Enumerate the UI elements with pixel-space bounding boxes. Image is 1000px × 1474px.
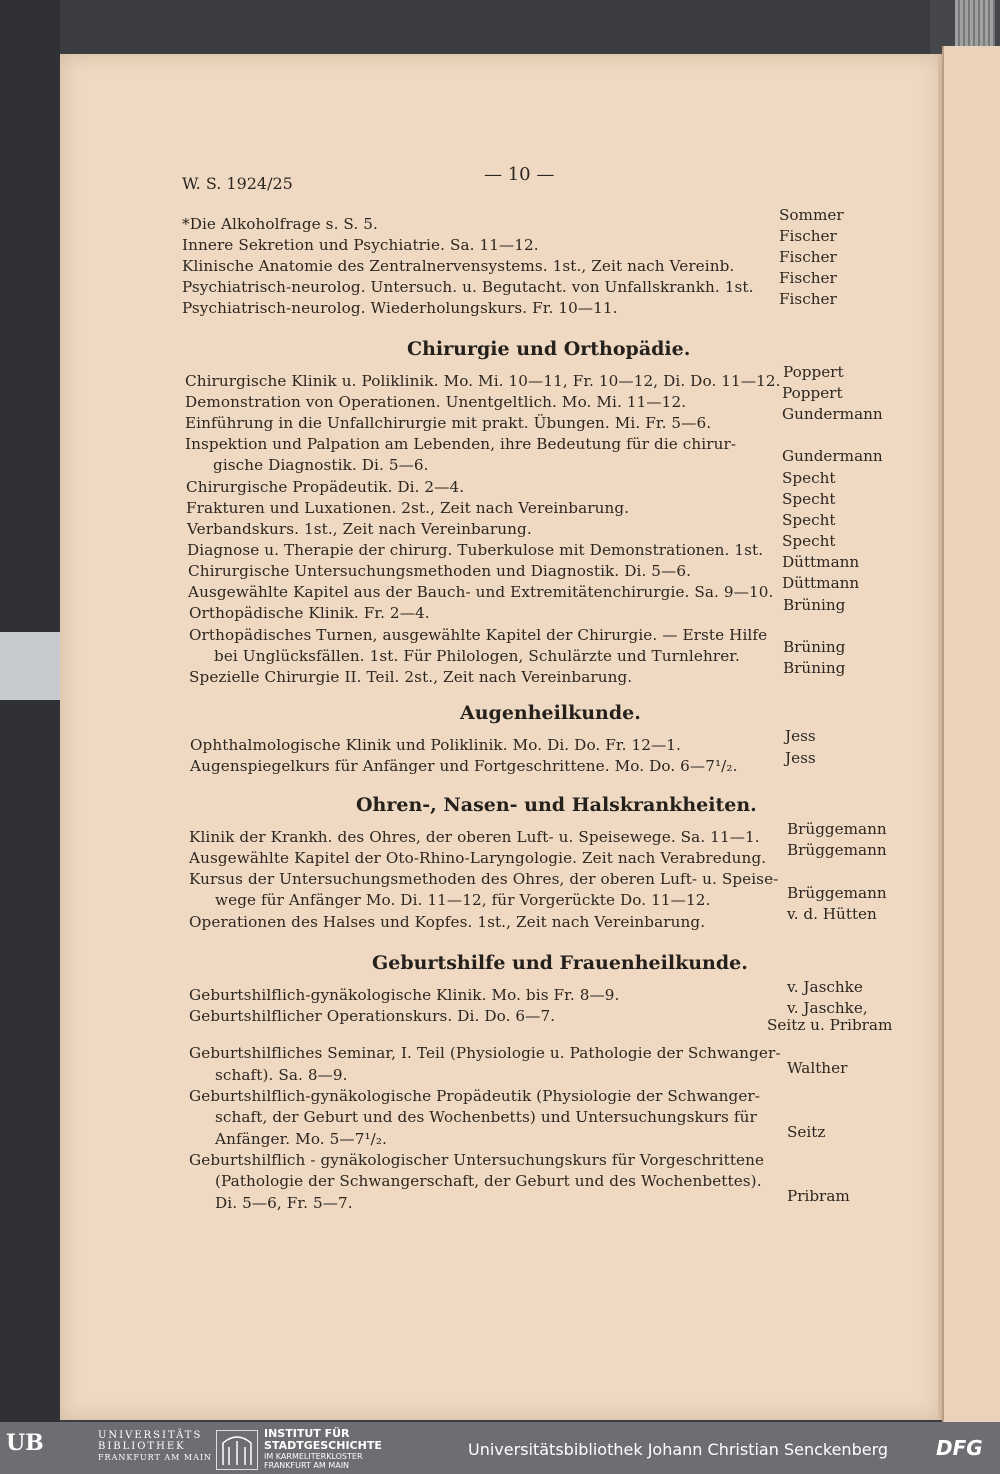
ub-line-3: FRANKFURT AM MAIN (98, 1453, 213, 1462)
ub-logo-text (98, 1430, 212, 1463)
course-line: Ausgewählte Kapitel aus der Bauch- und Extremitätenchirurgie. Sa. 9—10. (188, 583, 774, 601)
lecturer-name: Fischer (779, 227, 837, 245)
institute-icon (216, 1430, 258, 1470)
course-line: *Die Alkoholfrage s. S. 5. (182, 215, 378, 233)
scan-background (0, 0, 60, 1422)
course-line: Ausgewählte Kapitel der Oto-Rhino-Laryngologie. Zeit nach Verabredung. (189, 849, 767, 867)
course-line: Geburtshilflich - gynäkologischer Untersuchungskurs für Vorgeschrittene (189, 1151, 765, 1169)
course-line: Geburtshilflich-gynäkologische Propädeutik (Physiologie der Schwanger- (189, 1087, 760, 1105)
course-line: Klinik der Krankh. des Ohres, der oberen Luft- u. Speisewege. Sa. 11—1. (189, 828, 760, 846)
lecturer-name: Walther (787, 1059, 848, 1077)
institute-line-2: STADTGESCHICHTE (264, 1439, 382, 1452)
course-line: Kursus der Untersuchungsmethoden des Ohres, der oberen Luft- u. Speise- (189, 870, 779, 888)
library-name[interactable]: Universitätsbibliothek Johann Christian Senckenberg (468, 1440, 889, 1459)
semester-label: W. S. 1924/25 (182, 174, 293, 193)
course-line: Einführung in die Unfallchirurgie mit prakt. Übungen. Mi. Fr. 5—6. (185, 414, 712, 432)
section-title: Geburtshilfe und Frauenheilkunde. (372, 952, 748, 974)
course-line: Psychiatrisch-neurolog. Wiederholungskurs. Fr. 10—11. (182, 299, 618, 317)
lecturer-name: Düttmann (782, 574, 860, 592)
course-line: schaft). Sa. 8—9. (215, 1066, 348, 1084)
course-line: schaft, der Geburt und des Wochenbetts) und Untersuchungskurs für (215, 1108, 757, 1126)
lecturer-name: Jess (785, 749, 816, 767)
lecturer-name: Brüggemann (787, 820, 887, 838)
lecturer-name: Poppert (783, 363, 844, 381)
course-line: Klinische Anatomie des Zentralnervensystems. 1st., Zeit nach Vereinb. (182, 257, 735, 275)
course-line: Spezielle Chirurgie II. Teil. 2st., Zeit nach Vereinbarung. (189, 668, 633, 686)
lecturer-name: Brüggemann (787, 884, 887, 902)
institute-line-1: INSTITUT FÜR (264, 1427, 350, 1440)
lecturer-name: Brüning (783, 659, 846, 677)
scan-paper-edges (955, 0, 995, 52)
course-line: Ophthalmologische Klinik und Poliklinik. Mo. Di. Do. Fr. 12—1. (190, 736, 681, 754)
course-line: Psychiatrisch-neurolog. Untersuch. u. Begutacht. von Unfallskrankh. 1st. (182, 278, 754, 296)
lecturer-name: Brüning (783, 596, 846, 614)
document-page (60, 54, 942, 1420)
course-line: Verbandskurs. 1st., Zeit nach Vereinbarung. (187, 520, 532, 538)
course-line: Inspektion und Palpation am Lebenden, ihre Bedeutung für die chirur- (185, 435, 737, 453)
lecturer-name: Specht (782, 532, 836, 550)
lecturer-name: Gundermann (782, 447, 883, 465)
institute-line-4: FRANKFURT AM MAIN (264, 1461, 350, 1470)
course-line: Chirurgische Klinik u. Poliklinik. Mo. Mi. 10—11, Fr. 10—12, Di. Do. 11—12. (185, 372, 781, 390)
lecturer-name: v. d. Hütten (787, 905, 877, 923)
adjacent-page-edge (942, 46, 1000, 1422)
course-line: Orthopädische Klinik. Fr. 2—4. (189, 604, 430, 622)
course-line: Chirurgische Propädeutik. Di. 2—4. (186, 478, 465, 496)
ub-line-2: BIBLIOTHEK (98, 1441, 186, 1452)
course-line: Geburtshilflich-gynäkologische Klinik. Mo. bis Fr. 8—9. (189, 986, 620, 1004)
institute-line-3: IM KARMELITERKLOSTER (264, 1452, 363, 1461)
institute-subtext (264, 1452, 363, 1470)
lecturer-name: Pribram (787, 1187, 850, 1205)
lecturer-name: Brüggemann (787, 841, 887, 859)
lecturer-name: Jess (785, 727, 816, 745)
course-line: Anfänger. Mo. 5—7¹/₂. (215, 1130, 387, 1148)
course-line: Chirurgische Untersuchungsmethoden und Diagnostik. Di. 5—6. (188, 562, 692, 580)
course-line: Augenspiegelkurs für Anfänger und Fortgeschrittene. Mo. Do. 6—7¹/₂. (190, 757, 738, 775)
section-title: Augenheilkunde. (460, 702, 641, 724)
lecturer-name: Fischer (779, 248, 837, 266)
course-line: Di. 5—6, Fr. 5—7. (215, 1194, 353, 1212)
lecturer-name: Gundermann (782, 405, 883, 423)
page-number: — 10 — (484, 164, 555, 185)
course-line: Demonstration von Operationen. Unentgeltlich. Mo. Mi. 11—12. (185, 393, 687, 411)
lecturer-name: Specht (782, 490, 836, 508)
ub-logo[interactable]: UB (6, 1430, 44, 1456)
course-line: Orthopädisches Turnen, ausgewählte Kapitel der Chirurgie. — Erste Hilfe (189, 626, 768, 644)
section-title: Ohren-, Nasen- und Halskrankheiten. (356, 794, 757, 816)
lecturer-name: v. Jaschke (787, 978, 863, 996)
course-line: Geburtshilflicher Operationskurs. Di. Do. 6—7. (189, 1007, 556, 1025)
course-line: Geburtshilfliches Seminar, I. Teil (Physiologie u. Pathologie der Schwanger- (189, 1044, 781, 1062)
lecturer-name: Poppert (782, 384, 843, 402)
lecturer-name: Seitz (787, 1123, 826, 1141)
lecturer-name: Seitz u. Pribram (767, 1016, 893, 1034)
course-line: Innere Sekretion und Psychiatrie. Sa. 11—12. (182, 236, 539, 254)
viewer-footer (0, 1422, 1000, 1474)
course-line: Operationen des Halses und Kopfes. 1st., Zeit nach Vereinbarung. (189, 913, 706, 931)
lecturer-name: Düttmann (782, 553, 860, 571)
lecturer-name: Specht (782, 469, 836, 487)
lecturer-name: Sommer (779, 206, 844, 224)
lecturer-name: v. Jaschke, (787, 999, 868, 1017)
course-line: Diagnose u. Therapie der chirurg. Tuberkulose mit Demonstrationen. 1st. (187, 541, 764, 559)
course-line: bei Unglücksfällen. 1st. Für Philologen, Schulärzte und Turnlehrer. (214, 647, 740, 665)
course-line: Frakturen und Luxationen. 2st., Zeit nach Vereinbarung. (186, 499, 630, 517)
lecturer-name: Fischer (779, 290, 837, 308)
lecturer-name: Specht (782, 511, 836, 529)
dfg-logo[interactable]: DFG (936, 1436, 983, 1460)
section-title: Chirurgie und Orthopädie. (407, 338, 691, 360)
ub-line-1: UNIVERSITÄTS (98, 1430, 203, 1441)
course-line: gische Diagnostik. Di. 5—6. (213, 456, 429, 474)
lecturer-name: Brüning (783, 638, 846, 656)
institute-logo-text[interactable] (264, 1428, 382, 1452)
course-line: (Pathologie der Schwangerschaft, der Geburt und des Wochenbettes). (215, 1172, 762, 1190)
course-line: wege für Anfänger Mo. Di. 11—12, für Vorgerückte Do. 11—12. (215, 891, 711, 909)
lecturer-name: Fischer (779, 269, 837, 287)
